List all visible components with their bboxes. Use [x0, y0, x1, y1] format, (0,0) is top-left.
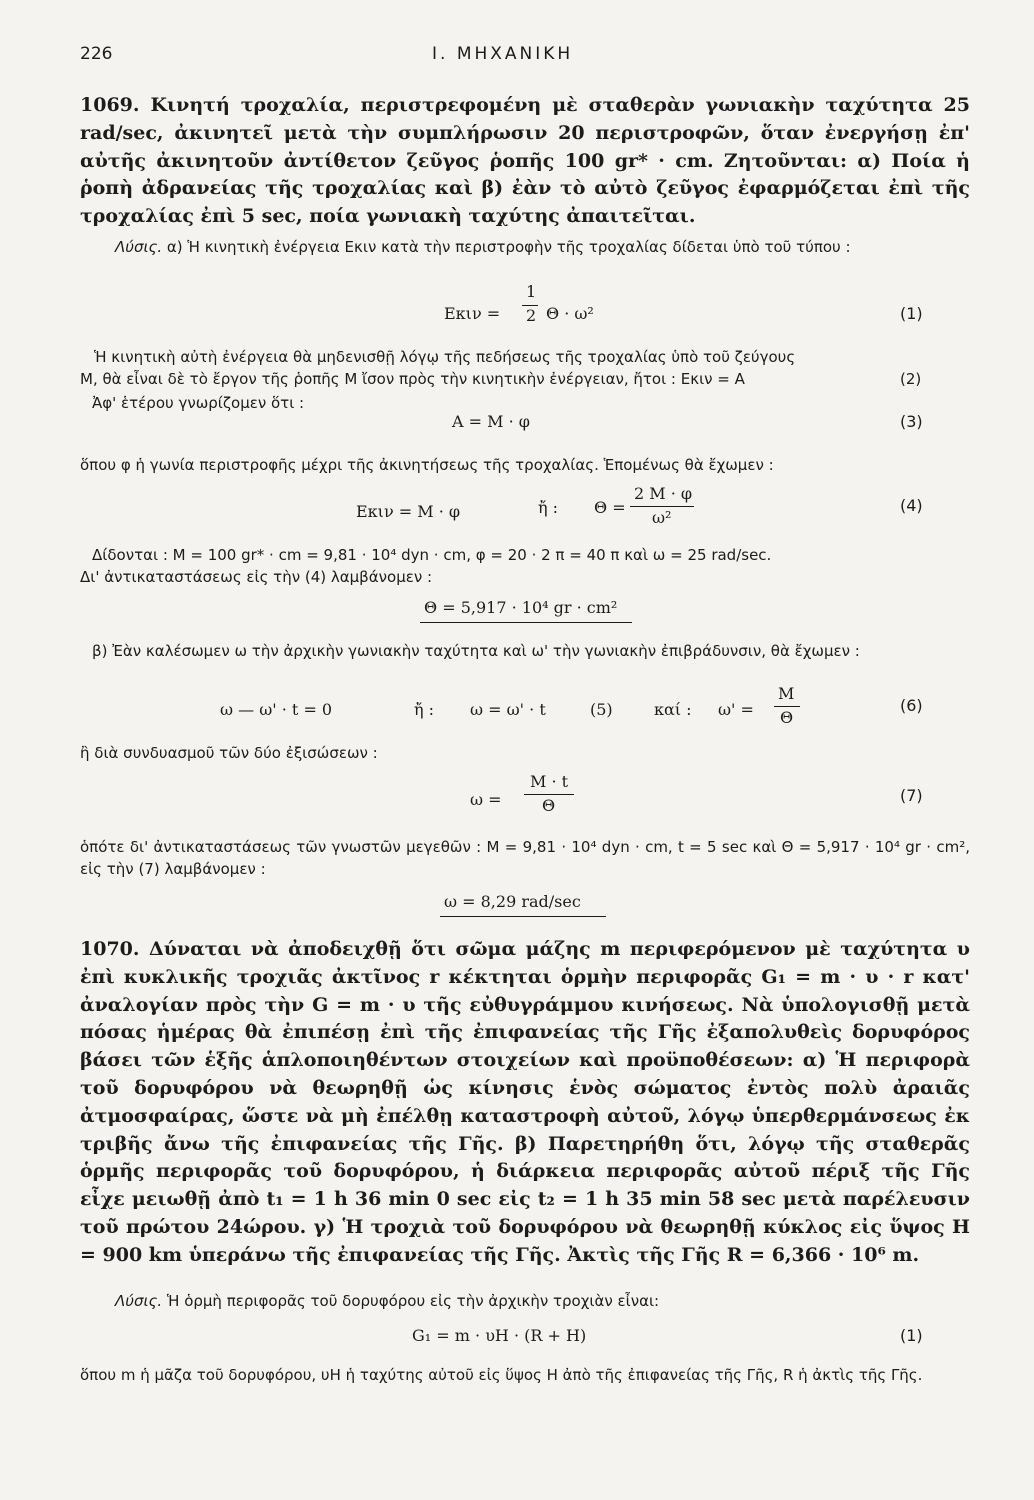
problem-text: Δύναται νὰ ἀποδειχθῇ ὅτι σῶμα μάζης m περιφερόμενον μὲ ταχύτητα υ ἐπὶ κυκλικῆς τροχιᾶς ἀκτῖνος r κέκτηται ὁρμὴν περιφορᾶς G₁ = m · υ · r κατ' ἀναλογίαν πρὸς τὴν G = m · υ τῆς εὐθυγράμμου κινήσεως. Νὰ ὑπολογισθῇ μετὰ πόσας ἡμέρας θὰ ἐπιπέσῃ ἐπὶ τῆς ἐπιφανείας τῆς Γῆς ἐξαπολυθεὶς δορυφόρος βάσει τῶν ἑξῆς ἁπλοποιηθέντων στοιχείων καὶ προϋποθέσεων: α) Ἡ περιφορὰ τοῦ δορυφόρου νὰ θεωρηθῇ ὡς κίνησις ἑνὸς σώματος ἐντὸς πολὺ ἀραιᾶς ἀτμοσφαίρας, ὥστε νὰ μὴ ἐπέλθῃ καταστροφὴ αὐτοῦ, λόγῳ ὑπερθερμάνσεως ἐκ τριβῆς ἄνω τῆς ἐπιφανείας τῆς Γῆς. β) Παρετηρήθη ὅτι, λόγῳ τῆς σταθερᾶς ὁρμῆς περιφορᾶς τοῦ δορυφόρου, ἡ διάρκεια περιφορᾶς αὐτοῦ πέριξ τῆς Γῆς εἶχε μειωθῇ ἀπὸ t₁ = 1 h 36 min 0 sec εἰς t₂ = 1 h 35 min 58 sec μετὰ παρέλευσιν τοῦ πρώτου 24ώρου. γ) Ἡ τροχιὰ τοῦ δορυφόρου νὰ θεωρηθῇ κύκλος εἰς ὕψος H = 900 km ὑπεράνω τῆς ἐπιφανείας τῆς Γῆς. Ἀκτὶς τῆς Γῆς R = 6,366 · 10⁶ m. [80, 938, 970, 1266]
part-b-intro: β) Ἐὰν καλέσωμεν ω τὴν ἀρχικὴν γωνιακὴν ταχύτητα καὶ ω' τὴν γωνιακὴν ἐπιβράδυνσιν, θὰ ἔχωμεν : [92, 642, 860, 660]
problem-text: Κινητή τροχαλία, περιστρεφομένη μὲ σταθερὰν γωνιακὴν ταχύτητα 25 rad/sec, ἀκινητεῖ μετὰ τὴν συμπλήρωσιν 20 περιστροφῶν, ὅταν ἐνεργήσῃ ἐπ' αὐτῆς ἀκινητοῦν ἀντίθετον ζεῦγος ῥοπῆς 100 gr* · cm. Ζητοῦνται: α) Ποία ἡ ῥοπὴ ἀδρανείας τῆς τροχαλίας καὶ β) ἐὰν τὸ αὐτὸ ζεῦγος ἐφαρμόζεται ἐπὶ τῆς τροχαλίας ἐπὶ 5 sec, ποία γωνιακὴ ταχύτης ἀπαιτεῖται. [80, 94, 970, 228]
text-line: M, θὰ εἶναι δὲ τὸ ἔργον τῆς ῥοπῆς M ἴσον πρὸς τὴν κινητικὴν ἐνέργειαν, ἤτοι : Eκιν = A (2) [80, 370, 922, 388]
definitions-text: ὅπου m ἡ μᾶζα τοῦ δορυφόρου, υH ἡ ταχύτης αὐτοῦ εἰς ὕψος H ἀπὸ τῆς ἐπιφανείας τῆς Γῆς, R ἡ ἀκτὶς τῆς Γῆς. [80, 1366, 923, 1384]
text-line: Ἀφ' ἑτέρου γνωρίζομεν ὅτι : [92, 394, 305, 412]
running-title: Ι. ΜΗΧΑΝΙΚΗ [432, 44, 574, 64]
equation-1070-1: G₁ = m · υH · (R + H) [412, 1326, 587, 1345]
problem-1069-statement [80, 92, 970, 231]
text-line: ὅπου φ ἡ γωνία περιστροφῆς μέχρι τῆς ἀκινητήσεως τῆς τροχαλίας. Ἑπομένως θὰ ἔχωμεν : [80, 456, 774, 474]
problem-number: 1070. [80, 938, 140, 960]
equation-3: A = M · φ [452, 412, 530, 431]
solution-intro: Λύσις. α) Ἡ κινητικὴ ἐνέργεια Eκιν κατὰ τὴν περιστροφὴν τῆς τροχαλίας δίδεται ὑπὸ τοῦ τύπου : [115, 238, 851, 256]
book-page: 226 Ι. ΜΗΧΑΝΙΚΗ 1069. Κινητή τροχαλία, περιστρεφομένη μὲ σταθερὰν γωνιακὴν ταχύτητα 25 rad/sec, ἀκινητεῖ μετὰ τὴν συμπλήρωσιν 20 περιστροφῶν, ὅταν ἐνεργήσῃ ἐπ' αὐτῆς ἀκινητοῦν ἀντίθετον ζεῦγος ῥοπῆς 100 gr* · cm. Ζητοῦνται: α) Ποία ἡ ῥοπὴ ἀδρανείας τῆς τροχαλίας καὶ β) ἐὰν τὸ αὐτὸ ζεῦγος ἐφαρμόζεται ἐπὶ τῆς τροχαλίας ἐπὶ 5 sec, ποία γωνιακὴ ταχύτης ἀπαιτεῖται. Λύσις. α) Ἡ κινητικὴ ἐνέργεια Eκιν κατὰ τὴν περιστροφὴν τῆς τροχαλίας δίδεται ὑπὸ τοῦ τύπου : Eκιν = 1 2 Θ · ω² (1) Ἡ κινητικὴ αὐτὴ ἐνέργεια θὰ μηδενισθῇ λόγῳ τῆς πεδήσεως τῆς τροχαλίας ὑπὸ τοῦ ζεύγους M, θὰ εἶναι δὲ τὸ ἔργον τῆς ῥοπῆς M ἴσον πρὸς τὴν κινητικὴν ἐνέργειαν, ἤτοι : Eκιν = A (2) Ἀφ' ἑτέρου γνωρίζομεν ὅτι : A = M · φ (3) ὅπου φ ἡ γωνία περιστροφῆς μέχρι τῆς ἀκινητήσεως τῆς τροχαλίας. Ἑπομένως θὰ ἔχωμεν : Eκιν = M · φ ἤ : Θ = 2 M · φ ω² (4) Δίδονται : M = 100 gr* · cm = 9,81 · 10⁴ dyn · cm, φ = 20 · 2 π = 40 π καὶ ω = 25 rad/sec. Δι' ἀντικαταστάσεως εἰς τὴν (4) λαμβάνομεν : Θ = 5,917 · 10⁴ gr · cm² β) Ἐὰν καλέσωμεν ω τὴν ἀρχικὴν γωνιακὴν ταχύτητα καὶ ω' τὴν γωνιακὴν ἐπιβράδυνσιν, θὰ ἔχωμεν : ω — ω' · t = 0 ἤ : ω = ω' · t (5) καί : ω' = M Θ (6) ἢ διὰ συνδυασμοῦ τῶν δύο ἐξισώσεων : ω = M · t Θ (7) ὁπότε δι' ἀντικαταστάσεως τῶν γνωστῶν μεγεθῶν : M = 9,81 · 10⁴ dyn · cm, t = 5 sec καὶ Θ = 5,917 · 10⁴ gr · cm², εἰς τὴν (7) λαμβάνομεν : ω = 8,29 rad/sec 1070. Δύναται νὰ ἀποδειχθῇ ὅτι σῶμα μάζης m περιφερόμενον μὲ ταχύτητα υ ἐπὶ κυκλικῆς τροχιᾶς ἀκτῖνος r κέκτηται ὁρμὴν περιφορᾶς G₁ = m · υ · r κατ' ἀναλογίαν πρὸς τὴν G = m · υ τῆς εὐθυγράμμου κινήσεως. Νὰ ὑπολογισθῇ μετὰ πόσας ἡμέρας θὰ ἐπιπέσῃ ἐπὶ τῆς ἐπιφανείας τῆς Γῆς ἐξαπολυθεὶς δορυφόρος βάσει τῶν ἑξῆς ἁπλοποιηθέντων στοιχείων καὶ προϋποθέσεων: α) Ἡ περιφορὰ τοῦ δορυφόρου νὰ θεωρηθῇ ὡς κίνησις ἑνὸς σώματος ἐντὸς πολὺ ἀραιᾶς ἀτμοσφαίρας, ὥστε νὰ μὴ ἐπέλθῃ καταστροφὴ αὐτοῦ, λόγῳ ὑπερθερμάνσεως ἐκ τριβῆς ἄνω τῆς ἐπιφανείας τῆς Γῆς. β) Παρετηρήθη ὅτι, λόγῳ τῆς σταθερᾶς ὁρμῆς περιφορᾶς τοῦ δορυφόρου, ἡ διάρκεια περιφορᾶς αὐτοῦ πέριξ τῆς Γῆς εἶχε μειωθῇ ἀπὸ t₁ = 1 h 36 min 0 sec εἰς t₂ = 1 h 35 min 58 sec μετὰ παρέλευσιν τοῦ πρώτου 24ώρου. γ) Ἡ τροχιὰ τοῦ δορυφόρου νὰ θεωρηθῇ κύκλος εἰς ὕψος H = 900 km ὑπεράνω τῆς ἐπιφανείας τῆς Γῆς. Ἀκτὶς τῆς Γῆς R = 6,366 · 10⁶ m. Λύσις. Ἡ ὁρμὴ περιφορᾶς τοῦ δορυφόρου εἰς τὴν ἀρχικὴν τροχιὰν εἶναι: G₁ = m · υH · (R + H) (1) ὅπου m ἡ μᾶζα τοῦ δορυφόρου, υH ἡ ταχύτης αὐτοῦ εἰς ὕψος H ἀπὸ τῆς ἐπιφανείας τῆς Γῆς, R ἡ ἀκτὶς τῆς Γῆς. [0, 0, 1034, 1500]
problem-1070-statement [80, 936, 970, 1270]
problem-number: 1069. [80, 94, 140, 116]
solution-label: Λύσις. [115, 1292, 163, 1310]
text-line: Δι' ἀντικαταστάσεως εἰς τὴν (4) λαμβάνομεν : [80, 568, 433, 586]
result-angular-velocity: ω = 8,29 rad/sec [444, 892, 581, 911]
given-values: Δίδονται : M = 100 gr* · cm = 9,81 · 10⁴ dyn · cm, φ = 20 · 2 π = 40 π καὶ ω = 25 rad/sec. [92, 546, 772, 564]
solution-label: Λύσις. [115, 238, 163, 256]
result-moment-of-inertia: Θ = 5,917 · 10⁴ gr · cm² [424, 598, 618, 617]
text-line: Ἡ κινητικὴ αὐτὴ ἐνέργεια θὰ μηδενισθῇ λόγῳ τῆς πεδήσεως τῆς τροχαλίας ὑπὸ τοῦ ζεύγους [94, 348, 796, 366]
page-number: 226 [80, 44, 113, 64]
substitution-text: ὁπότε δι' ἀντικαταστάσεως τῶν γνωστῶν μεγεθῶν : M = 9,81 · 10⁴ dyn · cm, t = 5 sec καὶ Θ = 5,917 · 10⁴ gr · cm², εἰς τὴν (7) λαμβάνομεν : [80, 838, 970, 878]
text-line: ἢ διὰ συνδυασμοῦ τῶν δύο ἐξισώσεων : [80, 744, 378, 762]
solution-intro: Λύσις. Ἡ ὁρμὴ περιφορᾶς τοῦ δορυφόρου εἰς τὴν ἀρχικὴν τροχιὰν εἶναι: [115, 1292, 660, 1310]
